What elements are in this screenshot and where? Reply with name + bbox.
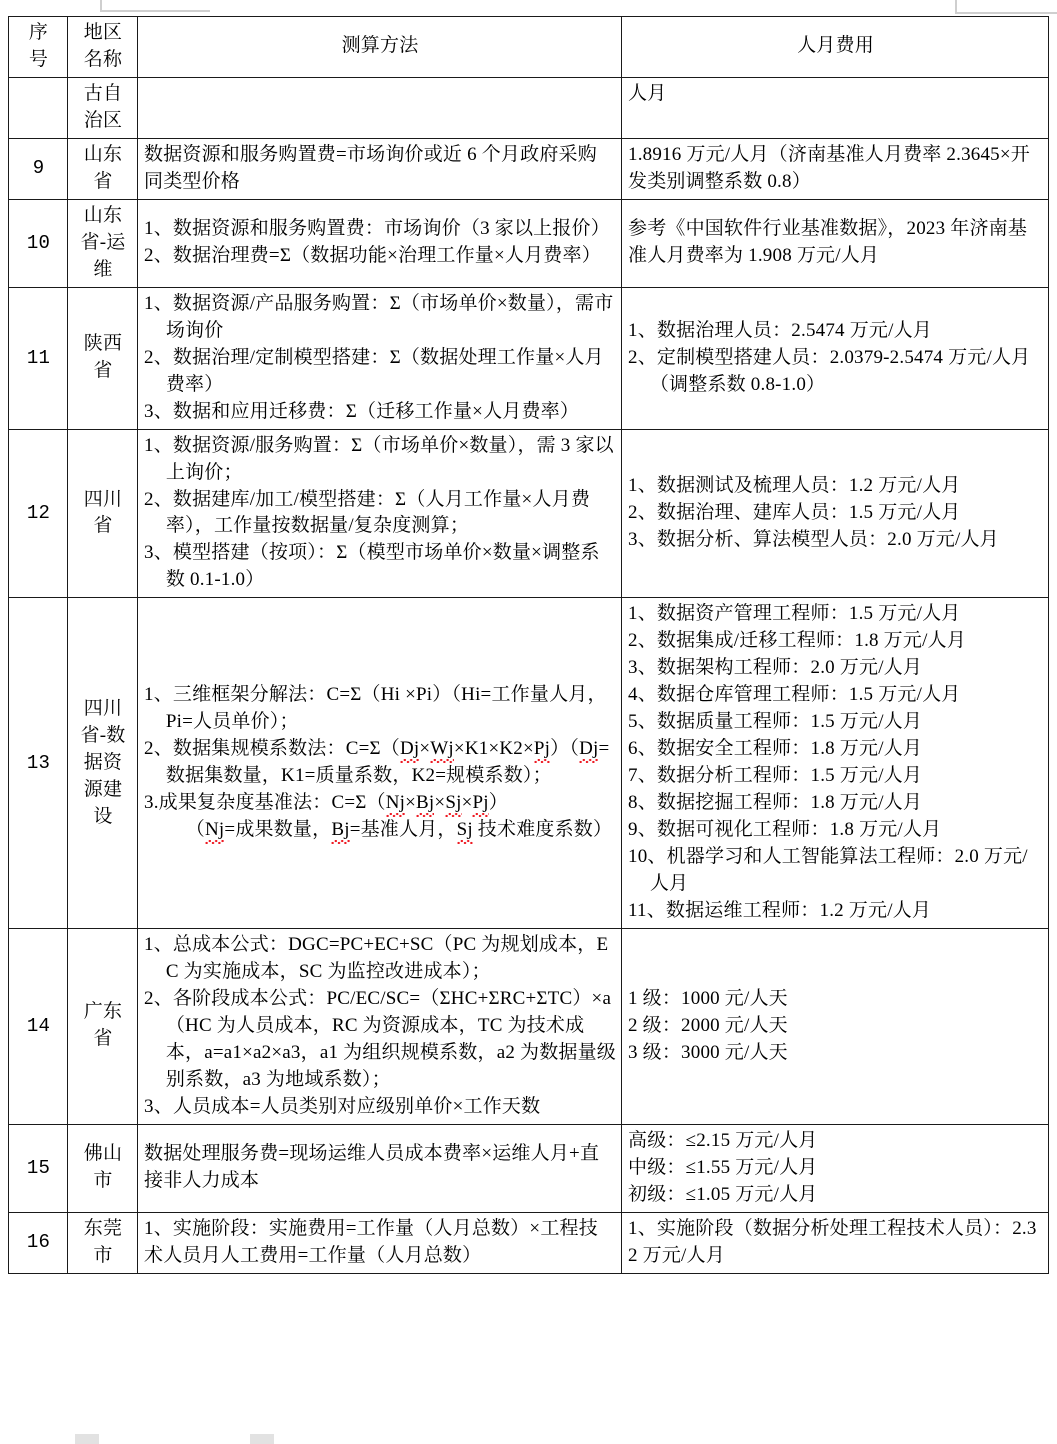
column-header-no-line1: 序 <box>28 22 49 43</box>
spellcheck-underline: Sj <box>457 819 473 844</box>
cell-line: 1、数据测试及梳理人员：1.2 万元/人月 <box>628 475 961 497</box>
fee-cell <box>622 1212 1049 1273</box>
table-row <box>9 1124 1049 1212</box>
cell-line: 2、定制模型搭建人员：2.0379-2.5474 万元/人月（调整系数 0.8-1.0） <box>628 346 1031 395</box>
table-row <box>9 199 1049 287</box>
cell-line: 3、数据架构工程师：2.0 万元/人月 <box>628 657 923 679</box>
table-row <box>9 429 1049 598</box>
fee-cell <box>622 287 1049 429</box>
cell-line: 1、三维框架分解法：C=Σ（Hi ×Pi）（Hi=工作量人月，Pi=人员单价）； <box>144 684 607 733</box>
cell-line: 2、数据治理/定制模型搭建：Σ（数据处理工作量×人月费率） <box>144 346 604 395</box>
cell-line: 3、模型搭建（按项）：Σ（模型市场单价×数量×调整系数 0.1-1.0） <box>144 542 600 591</box>
cell-line: 3.成果复杂度基准法：C=Σ（Nj×Bj×Sj×Pj） <box>144 790 616 817</box>
method-cell <box>138 77 622 138</box>
cell-line: 省 <box>93 360 113 382</box>
cell-line: 9、数据可视化工程师：1.8 万元/人月 <box>628 819 942 841</box>
table-body <box>9 17 1049 1274</box>
spellcheck-underline: Nj <box>205 819 224 844</box>
table-row <box>9 77 1049 138</box>
spellcheck-underline: Nj <box>386 792 405 817</box>
cell-line: 2 级：2000 元/人天 <box>628 1014 788 1036</box>
region-name-cell <box>68 138 138 199</box>
table-row <box>9 287 1049 429</box>
cell-line: 数据资源和服务购置费=市场询价或近 6 个月政府采购同类型价格 <box>144 143 597 192</box>
method-cell <box>138 1212 622 1273</box>
row-number-cell: 13 <box>9 598 68 929</box>
method-cell <box>138 199 622 287</box>
page-header-mark-left-horizontal <box>100 10 210 12</box>
cell-line: 2、数据治理、建库人员：1.5 万元/人月 <box>628 501 961 523</box>
region-name-cell <box>68 429 138 598</box>
cell-line: 3 级：3000 元/人天 <box>628 1041 788 1063</box>
cell-line: 3、人员成本=人员类别对应级别单价×工作天数 <box>144 1095 541 1117</box>
cell-line: 高级：≤2.15 万元/人月 <box>628 1129 818 1151</box>
column-header-region-line1: 地区 <box>83 22 123 43</box>
row-number-cell: 15 <box>9 1124 68 1212</box>
fee-cell <box>622 598 1049 929</box>
cell-line: 2、数据建库/加工/模型搭建：Σ（人月工作量×人月费率），工作量按数据量/复杂度测算； <box>144 488 591 537</box>
fee-cell <box>622 138 1049 199</box>
column-header-fee: 人月费用 <box>622 17 1049 78</box>
fee-cell <box>622 199 1049 287</box>
cell-line: 3、数据和应用迁移费：Σ（迁移工作量×人月费率） <box>144 400 580 422</box>
cell-line: 8、数据挖掘工程师：1.8 万元/人月 <box>628 792 923 814</box>
cell-line: 四川 <box>83 697 123 719</box>
cell-line: 设 <box>93 805 113 827</box>
row-number-cell: 11 <box>9 287 68 429</box>
cell-line: 10、机器学习和人工智能算法工程师：2.0 万元/人月 <box>628 846 1028 895</box>
cell-line: 佛山 <box>83 1143 123 1165</box>
table-row <box>9 1212 1049 1273</box>
row-number-cell: 10 <box>9 199 68 287</box>
table-header-row <box>9 17 1049 78</box>
cell-line: 源建 <box>83 778 123 800</box>
spellcheck-underline: Pj <box>534 738 550 763</box>
cell-line: 四川 <box>83 488 123 510</box>
cell-line: 1、数据资源和服务购置费：市场询价（3 家以上报价） <box>144 218 610 240</box>
method-cell <box>138 598 622 929</box>
cell-line: 省 <box>93 515 113 537</box>
cost-estimation-table <box>8 16 1049 1274</box>
cell-line: 1、实施阶段：实施费用=工作量（人月总数）×工程技术人员月人工费用=工作量（人月总数） <box>144 1217 598 1266</box>
cell-line: 山东 <box>83 143 123 165</box>
cell-line: （Nj=成果数量，Bj=基准人月，Sj 技术难度系数） <box>144 817 616 844</box>
region-name-cell <box>68 929 138 1125</box>
spellcheck-underline: Pj <box>472 792 488 817</box>
region-name-cell <box>68 77 138 138</box>
method-cell <box>138 287 622 429</box>
cell-line: 省-运 <box>80 231 126 253</box>
row-number-cell: 12 <box>9 429 68 598</box>
cell-line: 维 <box>93 258 113 280</box>
cell-line: 1、数据资源/产品服务购置：Σ（市场单价×数量），需市场询价 <box>144 292 614 341</box>
cell-line: 山东 <box>83 204 123 226</box>
region-name-cell <box>68 287 138 429</box>
cell-line: 中级：≤1.55 万元/人月 <box>628 1156 818 1178</box>
cell-line: 1、数据资源/服务购置：Σ（市场单价×数量），需 3 家以上询价； <box>144 434 614 483</box>
method-cell <box>138 1124 622 1212</box>
row-number-cell: 14 <box>9 929 68 1125</box>
cell-line: 2、各阶段成本公式：PC/EC/SC=（ΣHC+ΣRC+ΣTC）×a（HC 为人员成本，RC 为资源成本，TC 为技术成本，a=a1×a2×a3，a1 为组织规模系数，a2 为数据量级别系数，a3 为地域系数）； <box>144 987 616 1090</box>
method-cell <box>138 929 622 1125</box>
cell-line: 治区 <box>83 109 123 131</box>
cell-line: 3、数据分析、算法模型人员：2.0 万元/人月 <box>628 528 999 550</box>
cell-line: 2、数据治理费=Σ（数据功能×治理工作量×人月费率） <box>144 245 601 267</box>
method-cell <box>138 429 622 598</box>
cell-line: 初级：≤1.05 万元/人月 <box>628 1183 818 1205</box>
column-header-region <box>68 17 138 78</box>
cell-line: 5、数据质量工程师：1.5 万元/人月 <box>628 711 923 733</box>
cell-line: 参考《中国软件行业基准数据》，2023 年济南基准人月费率为 1.908 万元/人月 <box>628 218 1028 267</box>
spellcheck-underline: Bj <box>416 792 434 817</box>
spellcheck-underline: Dj <box>579 738 598 763</box>
table-row <box>9 598 1049 929</box>
cell-line: 陕西 <box>83 333 123 355</box>
row-number-cell <box>9 77 68 138</box>
page-footer-mark-right <box>250 1434 274 1444</box>
cell-line: 7、数据分析工程师：1.5 万元/人月 <box>628 765 923 787</box>
cell-line: 1、数据治理人员：2.5474 万元/人月 <box>628 319 932 341</box>
page-header-mark-right-horizontal <box>955 12 1057 14</box>
column-header-region-line2: 名称 <box>83 48 123 70</box>
cell-line: 1、实施阶段（数据分析处理工程技术人员）：2.32 万元/人月 <box>628 1217 1037 1266</box>
cell-line: 据资 <box>83 751 123 773</box>
cell-line: 市 <box>93 1170 113 1192</box>
table-row <box>9 138 1049 199</box>
cell-line: 市 <box>93 1244 113 1266</box>
cell-line: 省 <box>93 1028 113 1050</box>
cell-line: 2、数据集规模系数法：C=Σ（Dj×Wj×K1×K2×Pj）（Dj=数据集数量，K1=质量系数，K2=规模系数）； <box>144 738 610 787</box>
fee-cell <box>622 929 1049 1125</box>
column-header-method: 测算方法 <box>138 17 622 78</box>
document-sheet <box>8 16 1049 1274</box>
cell-line: 4、数据仓库管理工程师：1.5 万元/人月 <box>628 684 961 706</box>
spellcheck-underline: Dj <box>400 738 419 763</box>
cell-line: 6、数据安全工程师：1.8 万元/人月 <box>628 738 923 760</box>
region-name-cell <box>68 598 138 929</box>
region-name-cell <box>68 199 138 287</box>
cell-line: 1、数据资产管理工程师：1.5 万元/人月 <box>628 603 961 625</box>
cell-line: 人月 <box>628 82 667 104</box>
cell-line: 1、总成本公式：DGC=PC+EC+SC（PC 为规划成本，EC 为实施成本，SC 为监控改进成本）； <box>144 934 609 982</box>
page-footer-mark-left <box>75 1434 99 1444</box>
region-name-cell <box>68 1212 138 1273</box>
cell-line: 11、数据运维工程师：1.2 万元/人月 <box>628 900 932 922</box>
fee-cell <box>622 1124 1049 1212</box>
cell-line: 古自 <box>83 82 123 104</box>
cell-line: 数据处理服务费=现场运维人员成本费率×运维人月+直接非人力成本 <box>144 1143 600 1192</box>
spellcheck-underline: Bj <box>331 819 349 844</box>
cell-line: 1 级：1000 元/人天 <box>628 987 788 1009</box>
method-cell <box>138 138 622 199</box>
spellcheck-underline: Wj <box>430 738 454 763</box>
column-header-no <box>9 17 68 78</box>
cell-line: 广东 <box>83 1001 123 1023</box>
fee-cell <box>622 429 1049 598</box>
fee-cell <box>622 77 1049 138</box>
spellcheck-underline: Sj <box>445 792 461 817</box>
row-number-cell: 16 <box>9 1212 68 1273</box>
cell-line: 省-数 <box>80 724 126 746</box>
table-row <box>9 929 1049 1125</box>
region-name-cell <box>68 1124 138 1212</box>
cell-line: 1.8916 万元/人月（济南基准人月费率 2.3645×开发类别调整系数 0.8） <box>628 143 1030 192</box>
row-number-cell: 9 <box>9 138 68 199</box>
cell-line: 省 <box>93 170 113 192</box>
cell-line: 2、数据集成/迁移工程师：1.8 万元/人月 <box>628 630 966 652</box>
column-header-no-line2: 号 <box>28 48 49 70</box>
cell-line: 东莞 <box>83 1217 123 1239</box>
